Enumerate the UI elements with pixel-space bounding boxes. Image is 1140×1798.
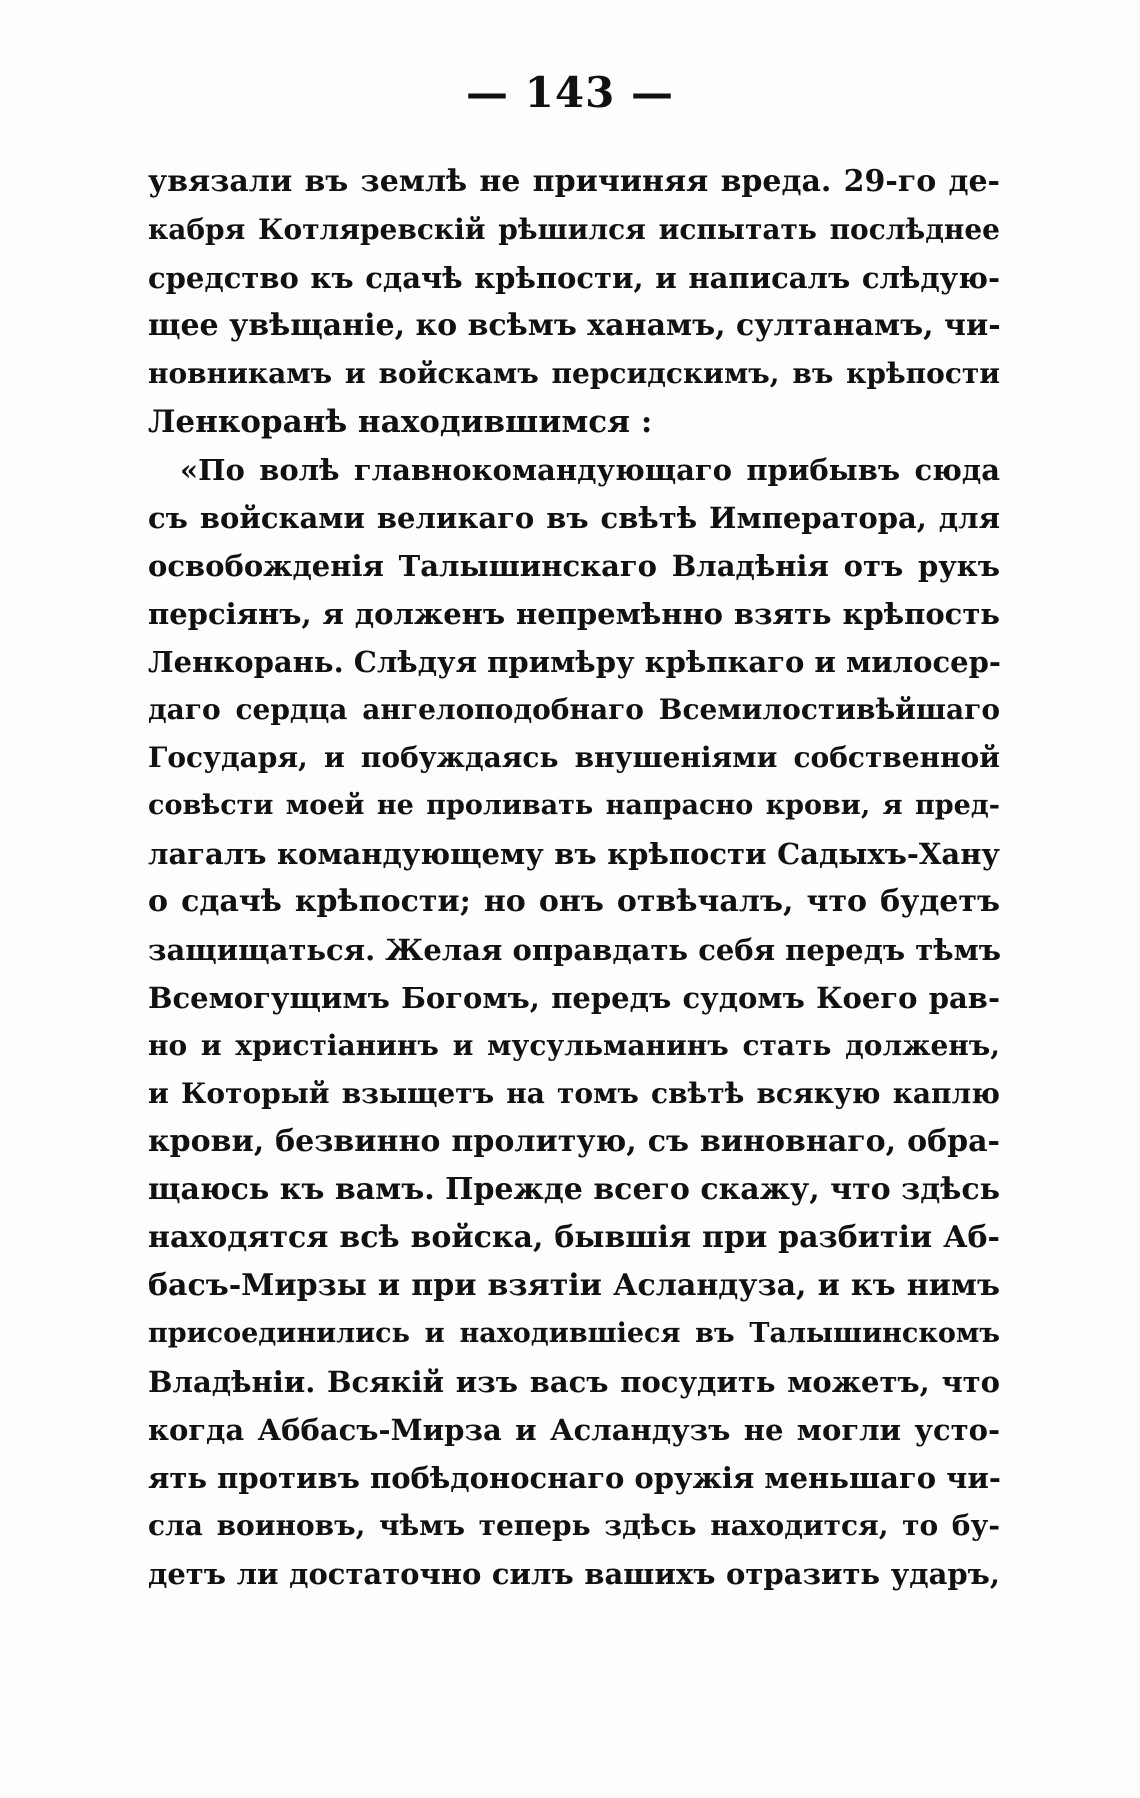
text-line: ять противъ побѣдоноснаго оружія меньшаго чи- — [148, 1461, 1001, 1495]
text-line: детъ ли достаточно силъ вашихъ отразить ударъ, — [148, 1557, 1000, 1591]
text-line: Владѣніи. Всякій изъ васъ посудить можетъ, что — [148, 1365, 1000, 1399]
text-line: увязали въ землѣ не причиняя вреда. 29-го де- — [148, 164, 1000, 199]
body-text — [148, 158, 1000, 1598]
text-line: совѣсти моей не проливать напрасно крови, я пред- — [148, 790, 1000, 821]
text-line: даго сердца ангелоподобнаго Всемилостивѣйшаго — [148, 693, 1000, 726]
text-line: и Который взыщетъ на томъ свѣтѣ всякую каплю — [148, 1077, 1000, 1110]
text-line: Государя, и побуждаясь внушеніями собственной — [148, 741, 1000, 774]
text-line: Ленкорань. Слѣдуя примѣру крѣпкаго и милосер- — [148, 645, 1001, 679]
text-line: щаюсь къ вамъ. Прежде всего скажу, что здѣсь — [148, 1172, 1000, 1207]
text-line: новникамъ и войскамъ персидскимъ, въ крѣпости — [148, 357, 1000, 390]
text-line: щее увѣщаніе, ко всѣмъ ханамъ, султанамъ, чи- — [148, 308, 1001, 343]
text-line: находятся всѣ войска, бывшія при разбитіи Аб- — [148, 1220, 1000, 1255]
text-line: басъ-Мирзы и при взятіи Асландуза, и къ нимъ — [148, 1268, 1000, 1303]
text-line: Ленкоранѣ находившимся : — [148, 404, 653, 440]
text-line: съ войсками великаго въ свѣтѣ Императора, для — [148, 501, 1000, 535]
text-line: «По волѣ главнокомандующаго прибывъ сюда — [180, 453, 1000, 487]
text-line: Всемогущимъ Богомъ, передъ судомъ Коего рав- — [148, 981, 1000, 1015]
text-line: сла воиновъ, чѣмъ теперь здѣсь находится, то бу- — [148, 1509, 1000, 1542]
text-line: но и христіанинъ и мусульманинъ стать долженъ, — [148, 1029, 1000, 1062]
text-line: защищаться. Желая оправдать себя передъ тѣмъ — [148, 933, 1002, 967]
text-line: крови, безвинно пролитую, съ виновнаго, обра- — [148, 1124, 1000, 1159]
text-line: освобожденія Талышинскаго Владѣнія отъ рукъ — [148, 549, 1000, 583]
text-line: когда Аббасъ-Мирза и Асландузъ не могли усто- — [148, 1413, 1000, 1447]
text-line: присоединились и находившіеся въ Талышинскомъ — [148, 1318, 1000, 1349]
text-line: кабря Котляревскій рѣшился испытать послѣднее — [148, 213, 1000, 246]
text-line: о сдачѣ крѣпости; но онъ отвѣчалъ, что будетъ — [148, 884, 1000, 919]
text-line: средство къ сдачѣ крѣпости, и написалъ слѣдую- — [148, 261, 1000, 295]
text-line: персіянъ, я долженъ непремѣнно взять крѣпость — [148, 597, 1000, 631]
text-line: лагалъ командующему въ крѣпости Садыхъ-Хану — [148, 837, 1000, 871]
page-number: — 143 — — [466, 68, 674, 117]
